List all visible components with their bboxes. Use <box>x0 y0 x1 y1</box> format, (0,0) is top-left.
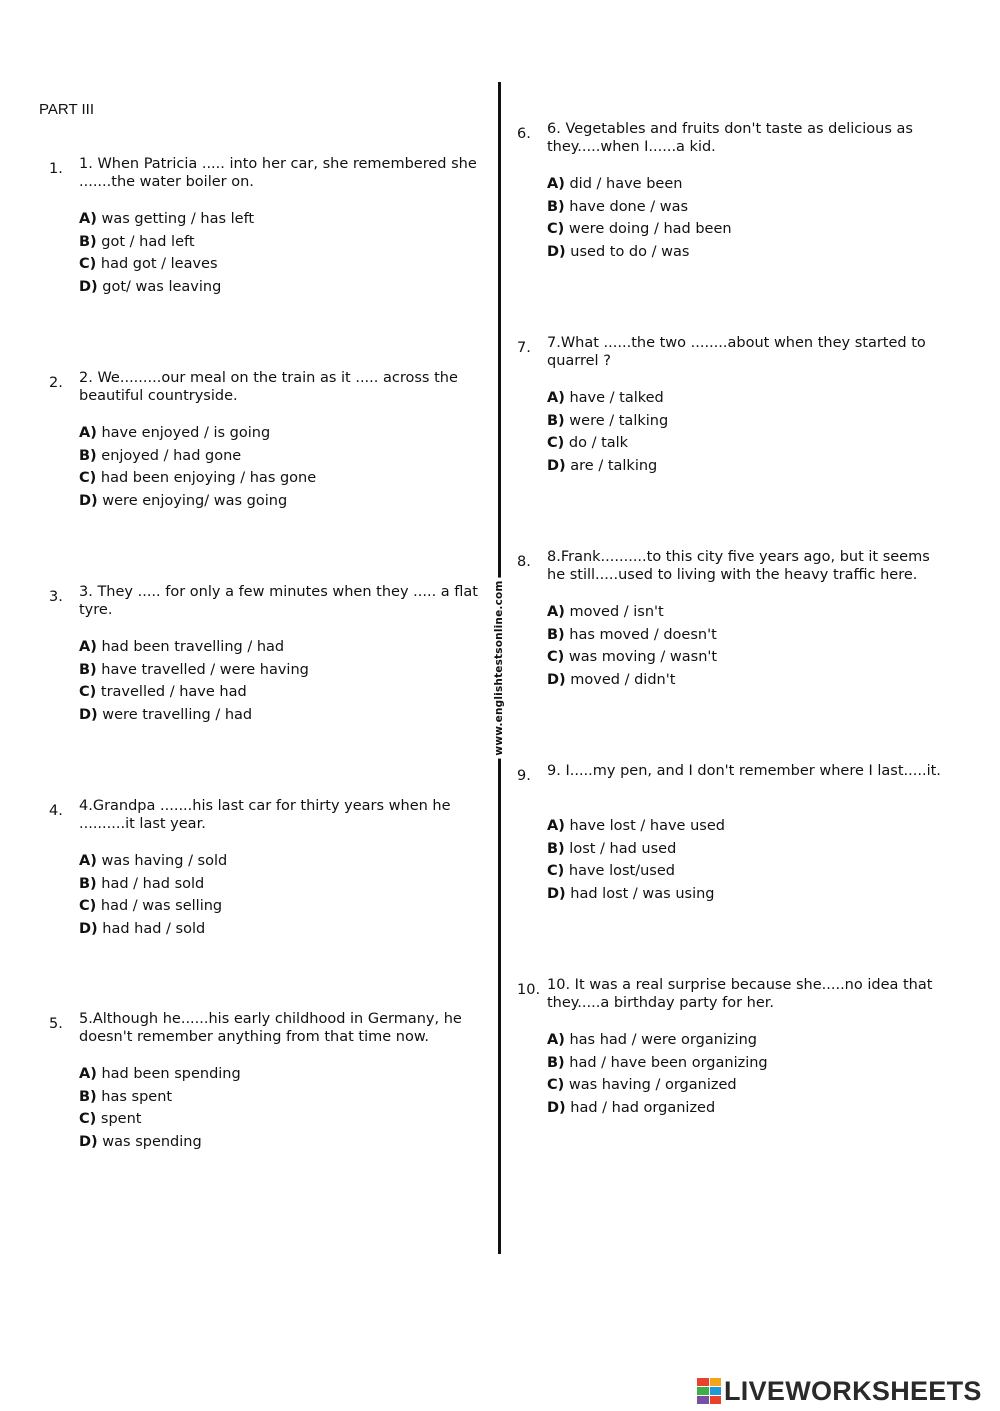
option-b[interactable] <box>79 231 479 254</box>
options-list <box>547 387 947 477</box>
option-d[interactable] <box>547 669 947 692</box>
option-a[interactable] <box>547 815 947 838</box>
option-letter: D) <box>547 243 566 260</box>
options-list <box>547 173 947 263</box>
question-number: 9. <box>517 768 531 784</box>
question-stem: 10. It was a real surprise because she.....no idea that they.....a birthday party for her. <box>547 977 933 1011</box>
option-text: had / have been organizing <box>569 1054 768 1071</box>
option-letter: B) <box>79 1088 97 1105</box>
option-letter: B) <box>547 198 565 215</box>
option-letter: A) <box>547 390 565 406</box>
options-list <box>79 422 479 512</box>
option-d[interactable] <box>79 918 479 941</box>
question-number: 1. <box>49 161 63 177</box>
option-letter: D) <box>547 885 566 902</box>
option-a[interactable] <box>547 173 947 196</box>
option-letter: A) <box>79 1066 97 1082</box>
question-stem: 8.Frank..........to this city five years ago, but it seems he still.....used to living with the heavy traffic here. <box>547 549 930 583</box>
option-a[interactable] <box>79 636 479 659</box>
option-letter: B) <box>547 412 565 429</box>
option-text: had got / leaves <box>100 256 218 273</box>
option-letter: C) <box>79 1111 97 1128</box>
question-number: 5. <box>49 1016 63 1032</box>
option-b[interactable] <box>547 196 947 219</box>
option-letter: A) <box>79 639 97 655</box>
logo-block <box>710 1378 722 1386</box>
option-c[interactable] <box>547 432 947 455</box>
option-c[interactable] <box>79 895 479 918</box>
part-title: PART III <box>39 101 95 118</box>
option-text: were doing / had been <box>568 221 732 238</box>
liveworksheets-logo[interactable] <box>697 1375 982 1407</box>
option-letter: C) <box>547 221 565 238</box>
option-letter: B) <box>79 233 97 250</box>
option-text: has spent <box>101 1088 173 1105</box>
option-text: had lost / was using <box>570 885 715 902</box>
logo-block <box>710 1387 722 1395</box>
logo-blocks-icon <box>697 1378 721 1404</box>
option-d[interactable] <box>79 276 479 299</box>
question-stem: 6. Vegetables and fruits don't taste as delicious as they.....when I......a kid. <box>547 121 913 155</box>
option-text: had / had sold <box>101 875 205 892</box>
option-b[interactable] <box>547 1052 947 1075</box>
option-text: got / had left <box>101 233 195 250</box>
option-text: were travelling / had <box>102 706 253 723</box>
option-c[interactable] <box>547 1074 947 1097</box>
option-letter: A) <box>547 604 565 620</box>
option-letter: B) <box>79 661 97 678</box>
question-stem: 3. They ..... for only a few minutes when they ..... a flat tyre. <box>79 584 478 618</box>
option-c[interactable] <box>547 646 947 669</box>
question-number: 6. <box>517 126 531 142</box>
option-a[interactable] <box>79 422 479 445</box>
option-letter: D) <box>547 671 566 688</box>
option-letter: A) <box>79 853 97 869</box>
option-letter: A) <box>547 818 565 834</box>
option-text: had / had organized <box>570 1099 716 1116</box>
option-text: had been enjoying / has gone <box>100 470 317 487</box>
option-letter: D) <box>79 1133 98 1150</box>
logo-block <box>697 1378 709 1386</box>
option-c[interactable] <box>547 218 947 241</box>
option-text: was having / sold <box>101 853 228 869</box>
option-text: was having / organized <box>568 1077 737 1094</box>
question-number: 4. <box>49 803 63 819</box>
option-letter: A) <box>547 1032 565 1048</box>
option-text: have lost / have used <box>569 818 725 834</box>
option-letter: C) <box>79 684 97 701</box>
option-text: had had / sold <box>102 920 206 937</box>
option-c[interactable] <box>79 467 479 490</box>
options-list <box>79 1063 479 1153</box>
option-b[interactable] <box>79 873 479 896</box>
option-d[interactable] <box>547 883 947 906</box>
option-a[interactable] <box>547 1029 947 1052</box>
option-b[interactable] <box>79 445 479 468</box>
logo-text: LIVEWORKSHEETS <box>724 1375 982 1406</box>
option-text: have travelled / were having <box>101 661 309 678</box>
option-text: travelled / have had <box>100 684 247 701</box>
option-d[interactable] <box>547 241 947 264</box>
option-text: have / talked <box>569 390 664 406</box>
options-list <box>547 601 947 691</box>
option-text: lost / had used <box>569 840 677 857</box>
option-c[interactable] <box>79 1108 479 1131</box>
question-stem: 7.What ......the two ........about when they started to quarrel ? <box>547 335 926 369</box>
option-b[interactable] <box>547 838 947 861</box>
option-d[interactable] <box>79 490 479 513</box>
option-text: got/ was leaving <box>102 278 222 295</box>
option-d[interactable] <box>79 1131 479 1154</box>
option-letter: C) <box>79 256 97 273</box>
option-text: was moving / wasn't <box>568 649 718 666</box>
option-c[interactable] <box>79 681 479 704</box>
option-letter: C) <box>547 435 565 452</box>
option-letter: C) <box>547 649 565 666</box>
option-text: have enjoyed / is going <box>101 425 271 441</box>
option-a[interactable] <box>79 208 479 231</box>
question-stem: 4.Grandpa .......his last car for thirty years when he ..........it last year. <box>79 798 451 832</box>
logo-block <box>710 1396 722 1404</box>
option-text: spent <box>100 1111 142 1128</box>
question-number: 10. <box>517 982 541 998</box>
option-text: has had / were organizing <box>569 1032 757 1048</box>
option-c[interactable] <box>547 860 947 883</box>
option-text: have lost/used <box>568 863 675 880</box>
question-number: 2. <box>49 375 63 391</box>
option-d[interactable] <box>547 455 947 478</box>
option-b[interactable] <box>547 410 947 433</box>
option-text: had been travelling / had <box>101 639 285 655</box>
option-letter: A) <box>547 176 565 192</box>
option-letter: D) <box>79 492 98 509</box>
option-b[interactable] <box>547 624 947 647</box>
question-stem: 5.Although he......his early childhood in Germany, he doesn't remember anything from that time now. <box>79 1011 462 1045</box>
option-text: were enjoying/ was going <box>102 492 288 509</box>
option-letter: C) <box>547 1077 565 1094</box>
option-b[interactable] <box>79 1086 479 1109</box>
options-list <box>547 815 947 905</box>
question-number: 8. <box>517 554 531 570</box>
option-letter: B) <box>79 447 97 464</box>
option-text: moved / isn't <box>569 604 664 620</box>
option-text: did / have been <box>569 176 683 192</box>
question-number: 7. <box>517 340 531 356</box>
option-text: was spending <box>102 1133 202 1150</box>
option-a[interactable] <box>547 601 947 624</box>
option-text: was getting / has left <box>101 211 255 227</box>
option-letter: C) <box>79 898 97 915</box>
option-a[interactable] <box>79 1063 479 1086</box>
option-letter: D) <box>79 706 98 723</box>
option-letter: A) <box>79 425 97 441</box>
option-text: do / talk <box>568 435 629 452</box>
options-list <box>547 1029 947 1119</box>
option-text: are / talking <box>570 457 658 474</box>
option-a[interactable] <box>79 850 479 873</box>
question-stem: 1. When Patricia ..... into her car, she remembered she .......the water boiler on. <box>79 156 477 190</box>
option-letter: A) <box>79 211 97 227</box>
options-list <box>79 636 479 726</box>
option-letter: B) <box>79 875 97 892</box>
option-d[interactable] <box>547 1097 947 1120</box>
option-letter: D) <box>79 278 98 295</box>
options-list <box>79 208 479 298</box>
option-letter: D) <box>547 1099 566 1116</box>
option-text: has moved / doesn't <box>569 626 717 643</box>
option-letter: D) <box>79 920 98 937</box>
option-text: enjoyed / had gone <box>101 447 242 464</box>
option-a[interactable] <box>547 387 947 410</box>
option-text: had been spending <box>101 1066 241 1082</box>
option-d[interactable] <box>79 704 479 727</box>
question-stem: 2. We.........our meal on the train as it ..... across the beautiful countryside. <box>79 370 458 404</box>
option-text: have done / was <box>569 198 689 215</box>
option-letter: B) <box>547 626 565 643</box>
question-stem: 9. I.....my pen, and I don't remember where I last.....it. <box>547 763 941 779</box>
option-letter: B) <box>547 1054 565 1071</box>
logo-block <box>697 1396 709 1404</box>
question-number: 3. <box>49 589 63 605</box>
option-c[interactable] <box>79 253 479 276</box>
option-text: moved / didn't <box>570 671 676 688</box>
logo-block <box>697 1387 709 1395</box>
option-b[interactable] <box>79 659 479 682</box>
side-watermark: www.englishtestsonline.com <box>493 577 505 758</box>
option-text: had / was selling <box>100 898 223 915</box>
option-letter: D) <box>547 457 566 474</box>
option-letter: B) <box>547 840 565 857</box>
options-list <box>79 850 479 940</box>
option-letter: C) <box>79 470 97 487</box>
option-text: were / talking <box>569 412 669 429</box>
option-text: used to do / was <box>570 243 690 260</box>
option-letter: C) <box>547 863 565 880</box>
